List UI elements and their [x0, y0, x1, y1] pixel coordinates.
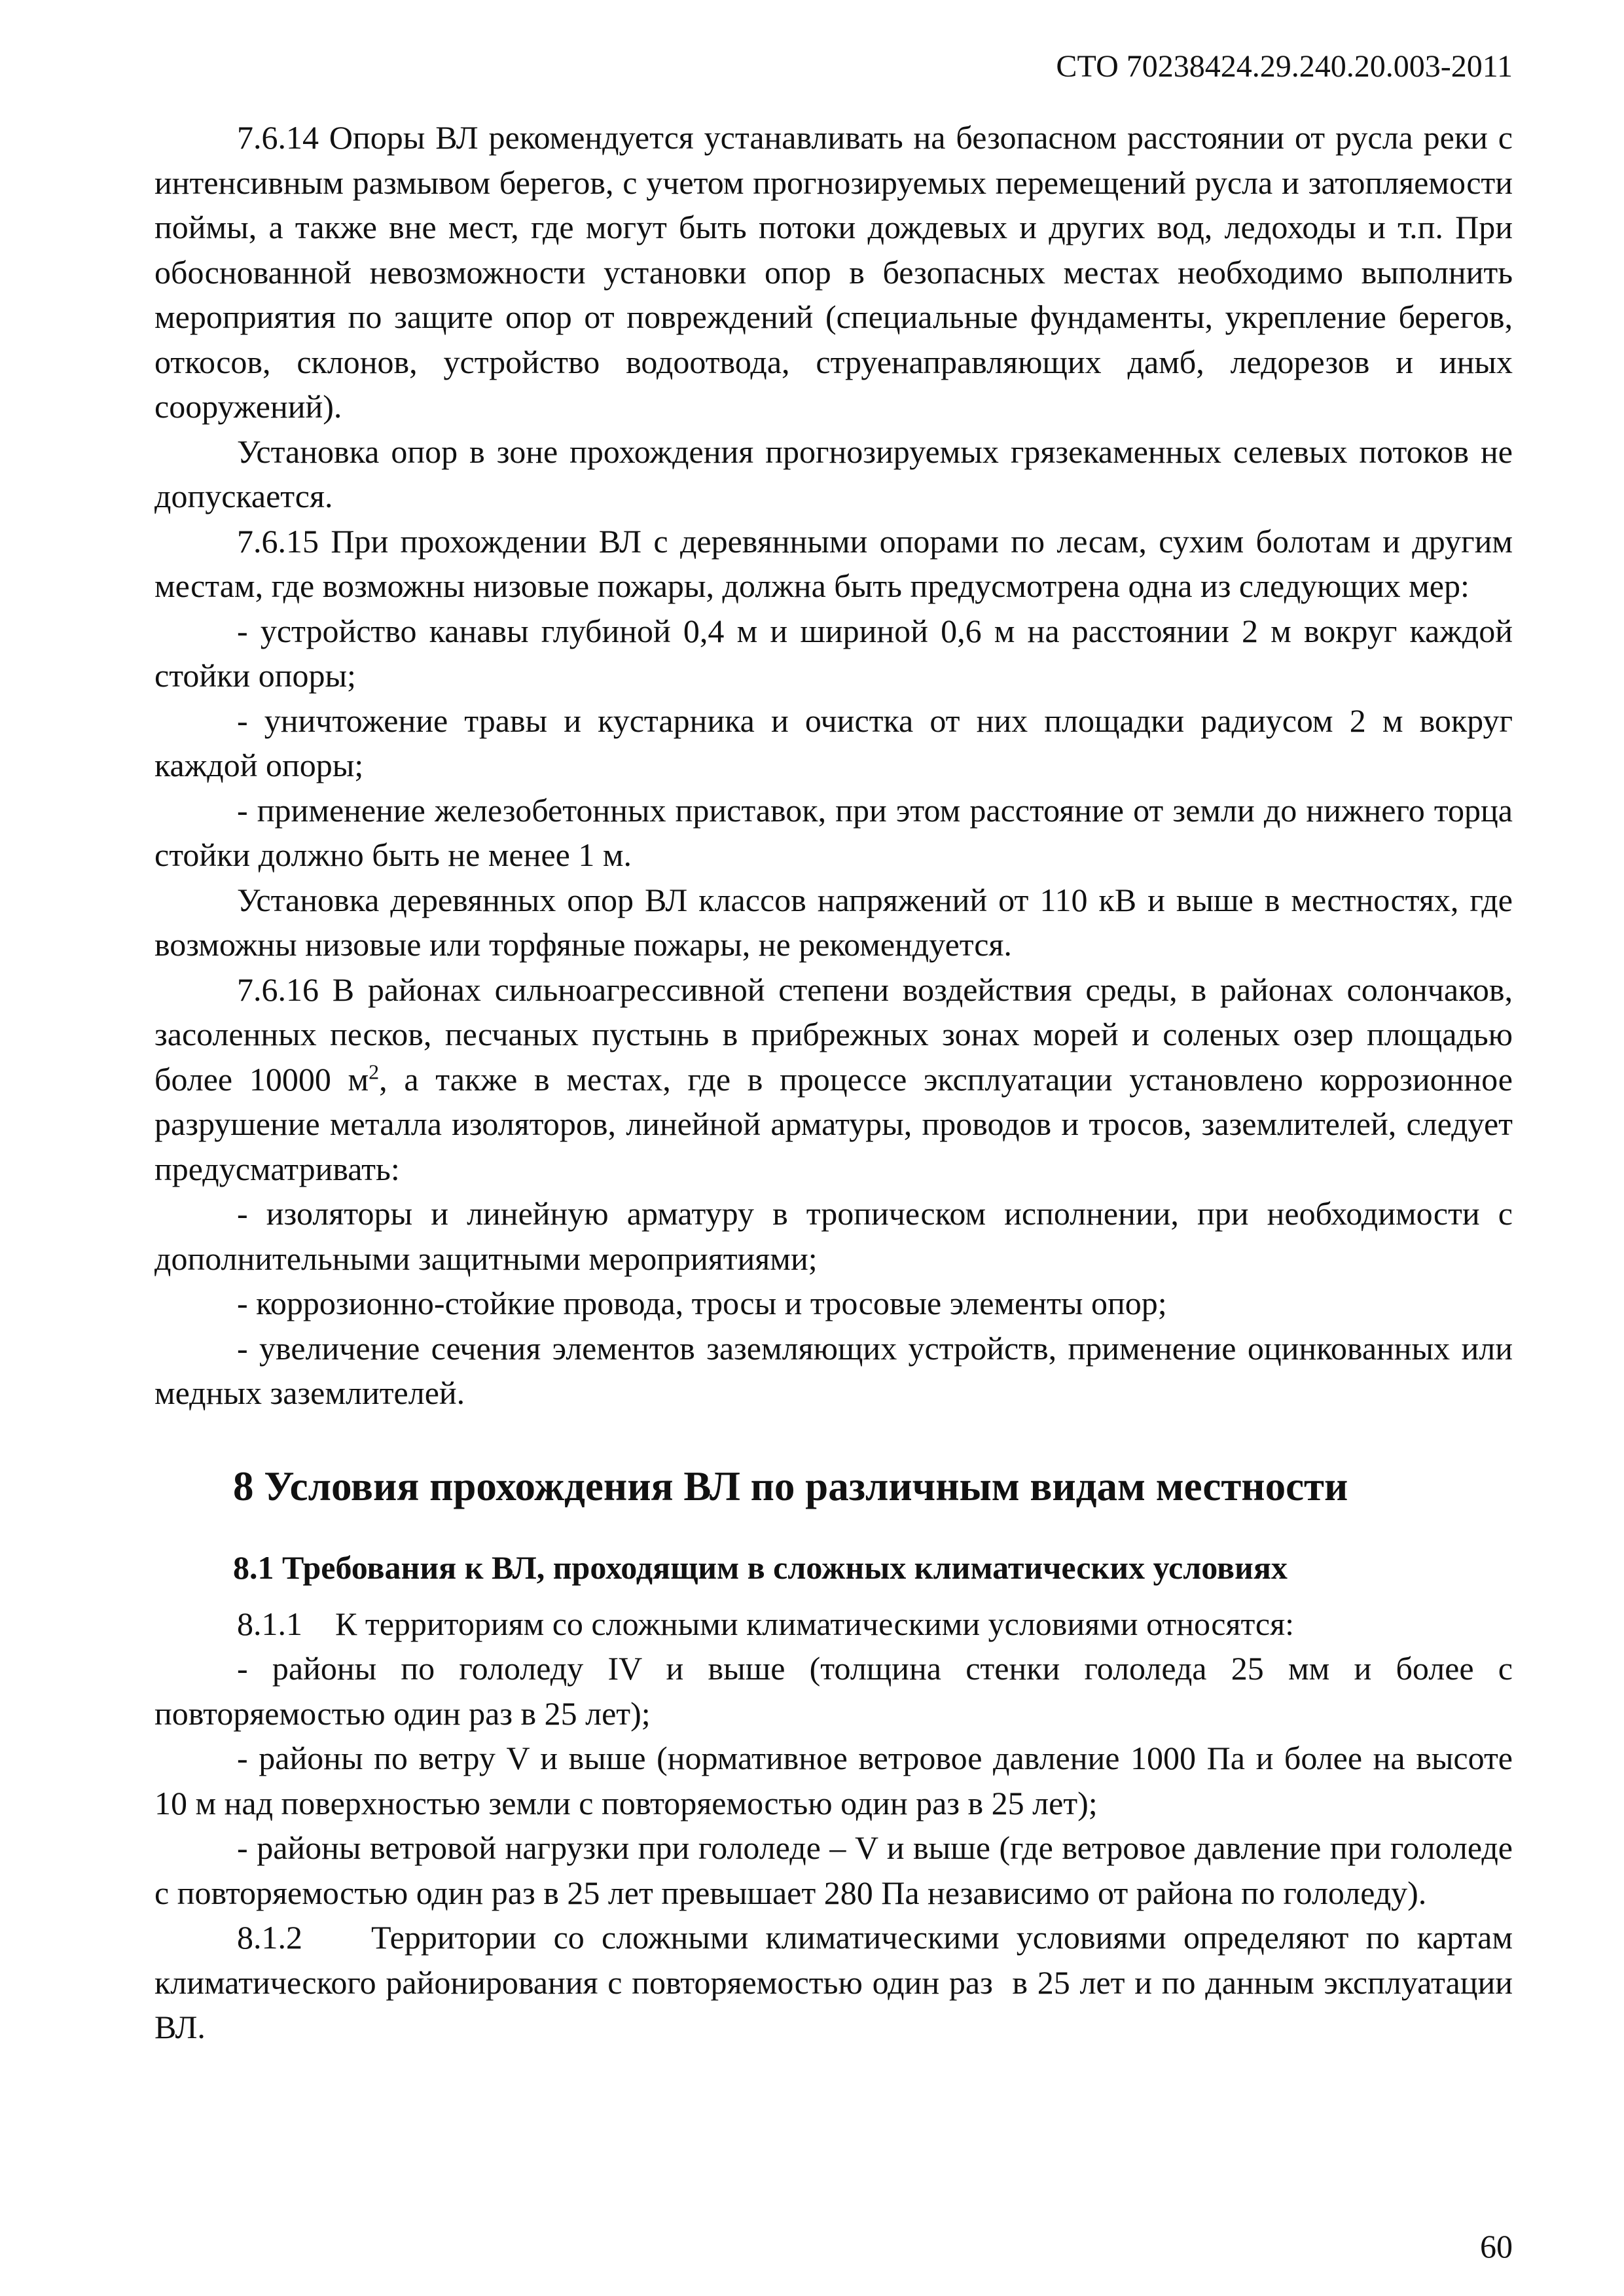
- list-item-clearing: - уничтожение травы и кустарника и очистка от них площадки радиусом 2 м вокруг каждой опоры;: [154, 702, 1513, 783]
- list-item-wind-ice-regions: - районы ветровой нагрузки при гололеде – V и выше (где ветровое давление при гололеде с повторяемостью один раз в 25 лет превышает 280 Па независимо от района по гололеду).: [154, 1829, 1513, 1911]
- list-item-corrosion-resistant: - коррозионно-стойкие провода, тросы и тросовые элементы опор;: [237, 1285, 1167, 1321]
- list-item-concrete-attachments: - применение железобетонных приставок, при этом расстояние от земли до нижнего торца стойки должно быть не менее 1 м.: [154, 791, 1513, 873]
- section-8-heading: 8 Условия прохождения ВЛ по различным видам местности: [233, 1463, 1348, 1509]
- document-code: СТО 70238424.29.240.20.003-2011: [1056, 49, 1513, 84]
- paragraph-7-6-15: 7.6.15 При прохождении ВЛ с деревянными опорами по лесам, сухим болотам и другим местам, где возможны низовые пожары, должна быть предусмотрена одна из следующих мер:: [154, 522, 1513, 604]
- paragraph-7-6-16-part2: , а также в местах, где в процессе эксплуатации установлено коррозионное разрушение металла изоляторов, линейной арматуры, проводов и тросов, заземлителей, следует предусматривать:: [154, 1060, 1513, 1187]
- paragraph-7-6-14: 7.6.14 Опоры ВЛ рекомендуется устанавливать на безопасном расстоянии от русла реки с интенсивным размывом берегов, с учетом прогнозируемых перемещений русла и затопляемости поймы, а также вне мест, где могут быть потоки дождевых и других вод, ледоходы и т.п. При обоснованной невозможности установки опор в безопасных местах необходимо выполнить мероприятия по защите опор от повреждений (специальные фундаменты, укрепление берегов, откосов, склонов, устройство водоотвода, струенаправляющих дамб, ледорезов и иных сооружений).: [154, 119, 1513, 425]
- page-number: 60: [1480, 2228, 1513, 2265]
- list-item-ditch: - устройство канавы глубиной 0,4 м и шириной 0,6 м на расстоянии 2 м вокруг каждой стойки опоры;: [154, 612, 1513, 694]
- paragraph-8-1-2: 8.1.2 Территории со сложными климатическими условиями определяют по картам климатического районирования с повторяемостью один раз в 25 лет и по данным эксплуатации ВЛ.: [154, 1919, 1521, 2045]
- document-body: [154, 115, 1521, 2050]
- paragraph-7-6-16-part1: 7.6.16 В районах сильноагрессивной степени воздействия среды, в районах солончаков, засоленных песков, песчаных пустынь в прибрежных зонах морей и соленых озер площадью более 10000 м: [154, 971, 1513, 1098]
- list-item-grounding: - увеличение сечения элементов заземляющих устройств, применение оцинкованных или медных заземлителей.: [154, 1329, 1513, 1411]
- list-item-wind-regions: - районы по ветру V и выше (нормативное ветровое давление 1000 Па и более на высоте 10 м над поверхностью земли с повторяемостью один раз в 25 лет);: [154, 1740, 1513, 1821]
- list-item-ice-regions: - районы по гололеду IV и выше (толщина стенки гололеда 25 мм и более с повторяемостью один раз в 25 лет);: [154, 1650, 1513, 1732]
- list-item-tropical-insulators: - изоляторы и линейную арматуру в тропическом исполнении, при необходимости с дополнительными защитными мероприятиями;: [154, 1195, 1513, 1277]
- paragraph-mudflow: Установка опор в зоне прохождения прогнозируемых грязекаменных селевых потоков не допускается.: [154, 433, 1513, 514]
- paragraph-wooden-supports: Установка деревянных опор ВЛ классов напряжений от 110 кВ и выше в местностях, где возможны низовые или торфяные пожары, не рекомендуется.: [154, 881, 1513, 963]
- paragraph-7-6-16: [154, 967, 1513, 1192]
- superscript-2: 2: [369, 1059, 380, 1083]
- paragraph-8-1-1: 8.1.1 К территориям со сложными климатическими условиями относятся:: [237, 1605, 1294, 1642]
- section-8-1-heading: 8.1 Требования к ВЛ, проходящим в сложных климатических условиях: [233, 1549, 1288, 1586]
